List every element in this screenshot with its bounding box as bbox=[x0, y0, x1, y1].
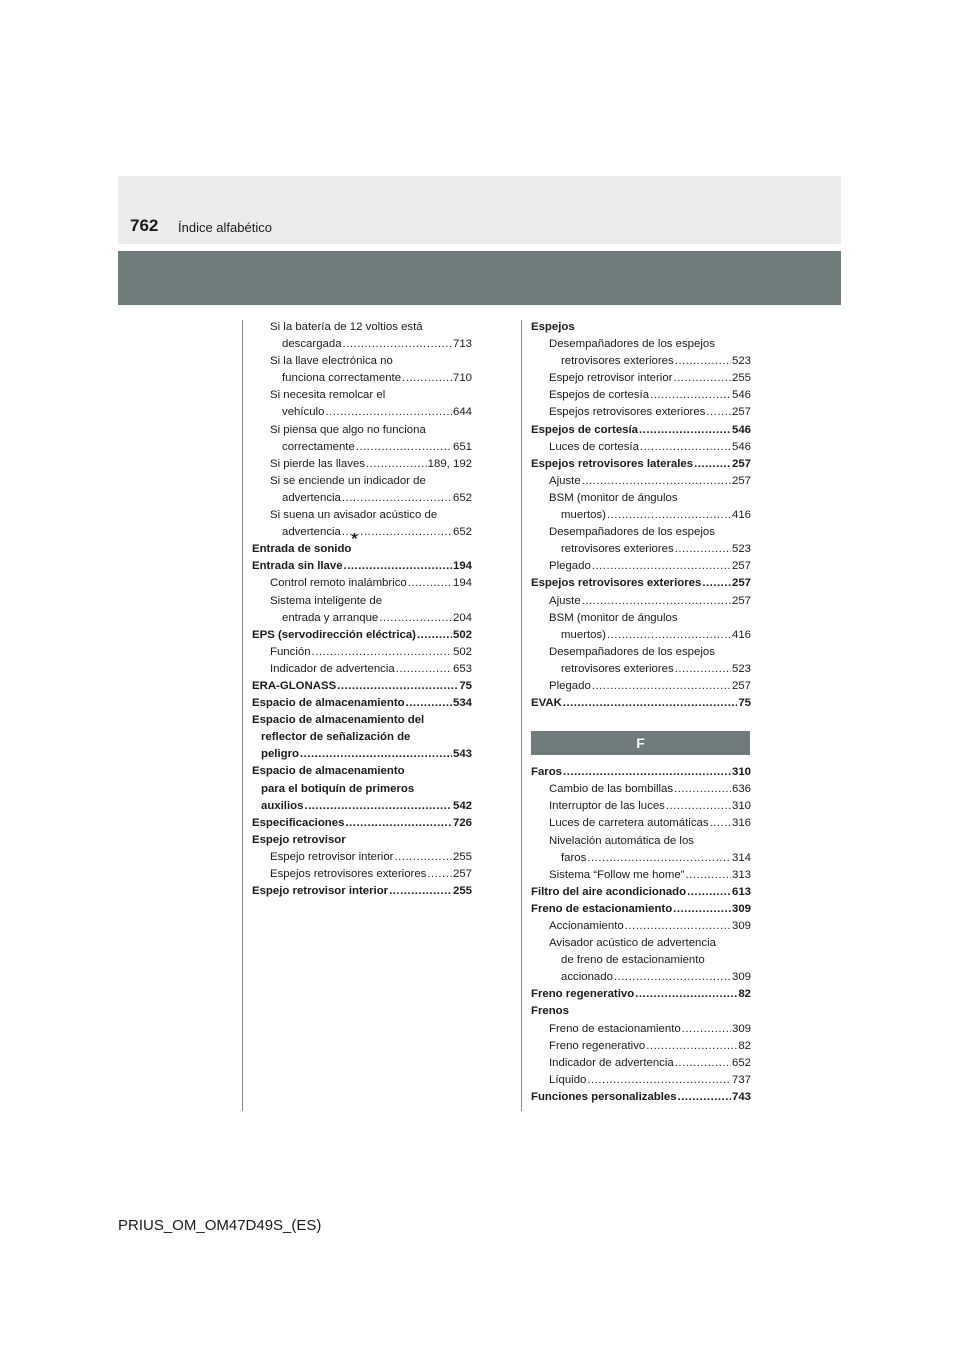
entry-term: retrovisores exteriores bbox=[561, 662, 674, 675]
entry-term: Indicador de advertencia bbox=[270, 662, 395, 675]
page-reference: 651 bbox=[452, 440, 472, 453]
entry-term: de freno de estacionamiento bbox=[561, 954, 705, 967]
index-entry bbox=[531, 507, 751, 524]
leader-dots bbox=[639, 422, 731, 439]
index-entry bbox=[531, 490, 751, 507]
entry-term: descargada bbox=[282, 338, 342, 351]
leader-dots bbox=[563, 695, 738, 712]
index-entry bbox=[531, 473, 751, 490]
entry-term: Luces de carretera automáticas bbox=[549, 817, 709, 830]
index-entry bbox=[252, 746, 472, 763]
entry-term: Filtro del aire acondicionado bbox=[531, 885, 687, 898]
page-reference: 652 bbox=[731, 1056, 751, 1069]
entry-term: faros bbox=[561, 851, 587, 864]
index-entry bbox=[252, 849, 472, 866]
leader-dots bbox=[563, 764, 731, 781]
entry-term: ERA-GLONASS bbox=[252, 679, 337, 692]
index-entry bbox=[531, 353, 751, 370]
index-entry bbox=[252, 729, 472, 746]
page-reference: 726 bbox=[452, 816, 472, 829]
index-entry bbox=[531, 952, 751, 969]
entry-term: BSM (monitor de ángulos bbox=[549, 491, 678, 504]
leader-dots bbox=[402, 370, 452, 387]
index-entry bbox=[531, 935, 751, 952]
entry-term: Entrada de sonido bbox=[252, 543, 352, 556]
leader-dots bbox=[607, 507, 731, 524]
header-band bbox=[118, 251, 841, 305]
index-entry bbox=[252, 815, 472, 832]
entry-term: Interruptor de las luces bbox=[549, 800, 665, 813]
index-entry bbox=[252, 610, 472, 627]
entry-term: muertos) bbox=[561, 628, 606, 641]
leader-dots bbox=[592, 678, 731, 695]
entry-term: Si la batería de 12 voltios está bbox=[270, 321, 423, 333]
page-number: 762 bbox=[130, 216, 159, 235]
index-entry bbox=[531, 575, 751, 592]
page-reference: 542 bbox=[452, 799, 472, 812]
entry-term: Espejos retrovisores exteriores bbox=[270, 868, 427, 880]
entry-term: Entrada sin llave bbox=[252, 560, 343, 573]
entry-term: Ajuste bbox=[549, 474, 581, 487]
leader-dots bbox=[678, 1089, 731, 1106]
page-reference: 194 bbox=[452, 577, 472, 590]
page-reference: 523 bbox=[731, 662, 751, 675]
entry-term: para el botiquín de primeros bbox=[261, 782, 415, 795]
page-reference: 309 bbox=[731, 902, 751, 915]
page-reference: 502 bbox=[452, 628, 472, 641]
page-reference: 546 bbox=[731, 440, 751, 453]
leader-dots bbox=[710, 815, 731, 832]
entry-term: Especificaciones bbox=[252, 816, 345, 829]
leader-dots bbox=[592, 558, 731, 575]
index-entry bbox=[531, 798, 751, 815]
page-reference: 257 bbox=[731, 406, 751, 419]
index-entry bbox=[531, 593, 751, 610]
index-entry bbox=[252, 370, 472, 387]
leader-dots bbox=[635, 986, 737, 1003]
index-entry bbox=[531, 884, 751, 901]
page-reference: 713 bbox=[452, 338, 472, 351]
entry-term: Si piensa que algo no funciona bbox=[270, 423, 426, 436]
leader-dots bbox=[394, 849, 452, 866]
index-entry bbox=[531, 387, 751, 404]
page-reference: 644 bbox=[452, 406, 472, 419]
page-reference: 310 bbox=[731, 766, 751, 779]
entry-term: Funciones personalizables bbox=[531, 1090, 677, 1103]
leader-dots bbox=[587, 1072, 731, 1089]
entry-term: reflector de señalización de bbox=[261, 731, 411, 744]
entry-term: Si suena un avisador acústico de bbox=[270, 509, 438, 522]
entry-term: EVAK bbox=[531, 697, 562, 710]
leader-dots bbox=[417, 627, 452, 644]
leader-dots bbox=[675, 661, 731, 678]
leader-dots bbox=[427, 866, 452, 883]
entry-term: Freno regenerativo bbox=[549, 1039, 646, 1052]
leader-dots bbox=[675, 541, 731, 558]
leader-dots bbox=[673, 901, 731, 918]
index-entry bbox=[531, 833, 751, 850]
leader-dots bbox=[674, 781, 731, 798]
entry-term: Sistema “Follow me home” bbox=[549, 868, 685, 881]
entry-term: Si la llave electrónica no bbox=[270, 355, 393, 368]
index-entry bbox=[252, 695, 472, 712]
leader-dots bbox=[685, 867, 731, 884]
entry-term: Espejos retrovisores laterales bbox=[531, 457, 694, 470]
index-entry bbox=[252, 763, 472, 780]
leader-dots bbox=[356, 439, 452, 456]
page-reference: 523 bbox=[731, 543, 751, 556]
page-reference: 653 bbox=[452, 662, 472, 675]
index-entry bbox=[252, 353, 472, 370]
index-entry bbox=[531, 558, 751, 575]
index-entry bbox=[531, 404, 751, 421]
index-entry bbox=[531, 1038, 751, 1055]
index-entry bbox=[252, 798, 472, 815]
index-entry bbox=[252, 678, 472, 695]
page-reference: 309 bbox=[731, 1022, 751, 1035]
index-entry bbox=[252, 627, 472, 644]
index-entry bbox=[531, 456, 751, 473]
entry-term: Espejos retrovisores exteriores bbox=[531, 577, 702, 590]
leader-dots bbox=[342, 524, 452, 541]
index-entry bbox=[252, 507, 472, 524]
entry-term: accionado bbox=[561, 971, 613, 984]
entry-term: Espejos de cortesía bbox=[531, 423, 638, 436]
page-reference: 502 bbox=[452, 645, 472, 658]
entry-term: Espacio de almacenamiento del bbox=[252, 714, 425, 727]
entry-term: Frenos bbox=[531, 1005, 569, 1018]
entry-term: Accionamiento bbox=[549, 920, 624, 932]
entry-term: Espejo retrovisor interior bbox=[252, 885, 389, 898]
entry-term: Plegado bbox=[549, 560, 591, 573]
leader-dots bbox=[344, 558, 452, 575]
entry-term: retrovisores exteriores bbox=[561, 543, 674, 556]
index-entry bbox=[531, 969, 751, 986]
leader-dots bbox=[694, 456, 731, 473]
leader-dots bbox=[673, 370, 731, 387]
leader-dots bbox=[325, 404, 452, 421]
column-divider-middle bbox=[521, 320, 522, 1111]
section-title: Índice alfabético bbox=[178, 220, 272, 235]
page-reference: 652 bbox=[452, 491, 472, 504]
page-reference: 316 bbox=[731, 817, 751, 830]
page-reference: 309 bbox=[731, 971, 751, 984]
page-reference: 257 bbox=[731, 679, 751, 692]
page-reference: 710 bbox=[452, 372, 472, 385]
entry-term: entrada y arranque bbox=[282, 611, 379, 624]
entry-term: Desempañadores de los espejos bbox=[549, 645, 715, 658]
index-entry bbox=[252, 336, 472, 353]
entry-term: Si necesita remolcar el bbox=[270, 389, 386, 402]
leader-dots bbox=[675, 353, 731, 370]
index-entry bbox=[252, 319, 472, 336]
page-reference: 204 bbox=[452, 611, 472, 624]
leader-dots bbox=[625, 918, 731, 935]
page-reference: 543 bbox=[452, 748, 472, 761]
index-entry bbox=[531, 627, 751, 644]
page-reference: 255 bbox=[731, 372, 751, 385]
index-entry bbox=[252, 866, 472, 883]
page-reference: 416 bbox=[731, 628, 751, 641]
page-reference: 613 bbox=[731, 885, 751, 898]
entry-term: EPS (servodirección eléctrica) bbox=[252, 628, 416, 641]
index-entry bbox=[252, 422, 472, 439]
page-reference: 737 bbox=[731, 1073, 751, 1086]
index-entry bbox=[531, 781, 751, 798]
page-reference: 309 bbox=[731, 920, 751, 932]
index-entry bbox=[531, 319, 751, 336]
page-reference: 255 bbox=[452, 885, 472, 898]
page-reference: 546 bbox=[731, 423, 751, 436]
page-reference: 636 bbox=[731, 783, 751, 796]
leader-dots bbox=[706, 404, 731, 421]
leader-dots bbox=[582, 593, 731, 610]
leader-dots bbox=[675, 1055, 731, 1072]
entry-term: Espejo retrovisor interior bbox=[549, 372, 673, 385]
index-entry bbox=[531, 764, 751, 781]
entry-term: Freno de estacionamiento bbox=[549, 1022, 681, 1035]
entry-term: Espacio de almacenamiento bbox=[252, 765, 405, 778]
leader-dots bbox=[396, 661, 452, 678]
index-entry bbox=[252, 473, 472, 490]
column-divider-left bbox=[242, 320, 243, 1111]
index-entry bbox=[531, 918, 751, 935]
index-entry bbox=[531, 336, 751, 353]
entry-term: Freno de estacionamiento bbox=[531, 902, 673, 915]
leader-dots bbox=[702, 575, 731, 592]
entry-term: Faros bbox=[531, 766, 563, 779]
index-entry bbox=[252, 456, 472, 473]
index-entry bbox=[252, 644, 472, 661]
index-entry bbox=[252, 387, 472, 404]
leader-dots bbox=[587, 850, 731, 867]
entry-term: Control remoto inalámbrico bbox=[270, 577, 407, 590]
entry-term: Líquido bbox=[549, 1073, 587, 1086]
index-entry bbox=[531, 644, 751, 661]
page-reference: 416 bbox=[731, 509, 751, 522]
index-entry bbox=[252, 558, 472, 575]
leader-dots bbox=[614, 969, 731, 986]
leader-dots bbox=[389, 883, 452, 900]
index-entry bbox=[531, 695, 751, 712]
page-reference: 257 bbox=[731, 474, 751, 487]
entry-term: peligro bbox=[261, 748, 299, 761]
entry-term: Avisador acústico de advertencia bbox=[549, 937, 716, 950]
leader-dots bbox=[687, 884, 731, 901]
entry-term: Función bbox=[270, 645, 311, 658]
index-entry bbox=[252, 593, 472, 610]
index-entry bbox=[252, 883, 472, 900]
page-reference: 255 bbox=[452, 850, 472, 863]
index-entry bbox=[531, 1072, 751, 1089]
page-reference: 546 bbox=[731, 389, 751, 402]
entry-term: Cambio de las bombillas bbox=[549, 783, 674, 796]
index-entry bbox=[531, 541, 751, 558]
page-reference: 523 bbox=[731, 355, 751, 368]
index-entry bbox=[531, 370, 751, 387]
entry-term: funciona correctamente bbox=[282, 372, 402, 385]
leader-dots bbox=[300, 746, 452, 763]
page-reference: 314 bbox=[731, 851, 751, 864]
page-reference: 75 bbox=[738, 697, 751, 710]
page-reference: 82 bbox=[738, 1039, 751, 1052]
leader-dots bbox=[640, 439, 731, 456]
page-reference: 82 bbox=[738, 988, 751, 1001]
entry-term: Espejos de cortesía bbox=[549, 389, 650, 402]
entry-term: Sistema inteligente de bbox=[270, 594, 383, 607]
page-reference: 743 bbox=[731, 1090, 751, 1103]
entry-term: Espejo retrovisor interior bbox=[270, 850, 394, 863]
leader-dots bbox=[366, 456, 427, 473]
index-entry bbox=[531, 661, 751, 678]
index-entry bbox=[531, 901, 751, 918]
index-entry bbox=[252, 524, 472, 541]
leader-dots bbox=[342, 490, 452, 507]
entry-term: auxilios bbox=[261, 799, 304, 812]
leader-dots bbox=[406, 695, 452, 712]
index-entry bbox=[252, 832, 472, 849]
entry-term: Nivelación automática de los bbox=[549, 834, 694, 847]
index-entry bbox=[531, 867, 751, 884]
leader-dots bbox=[646, 1038, 737, 1055]
entry-term: Desempañadores de los espejos bbox=[549, 526, 715, 539]
entry-term: Espejos bbox=[531, 321, 575, 333]
page-reference: 194 bbox=[452, 560, 472, 573]
leader-dots bbox=[345, 815, 452, 832]
index-entry bbox=[252, 490, 472, 507]
footnote-asterisk: * bbox=[351, 531, 358, 549]
entry-term: Desempañadores de los espejos bbox=[549, 338, 715, 351]
leader-dots bbox=[337, 678, 458, 695]
document-code: PRIUS_OM_OM47D49S_(ES) bbox=[118, 1217, 322, 1234]
entry-term: Espejo retrovisor bbox=[252, 833, 346, 846]
entry-term: Ajuste bbox=[549, 594, 581, 607]
entry-term: Luces de cortesía bbox=[549, 440, 639, 453]
leader-dots bbox=[312, 644, 452, 661]
entry-term: muertos) bbox=[561, 509, 606, 522]
index-entry bbox=[531, 1055, 751, 1072]
index-entry bbox=[531, 610, 751, 627]
page-reference: 75 bbox=[459, 679, 472, 692]
index-entry bbox=[252, 661, 472, 678]
entry-term: retrovisores exteriores bbox=[561, 355, 674, 368]
index-entry bbox=[252, 575, 472, 592]
index-entry bbox=[531, 678, 751, 695]
entry-term: Si se enciende un indicador de bbox=[270, 474, 426, 487]
leader-dots bbox=[607, 627, 731, 644]
index-entry bbox=[531, 439, 751, 456]
entry-term: BSM (monitor de ángulos bbox=[549, 611, 678, 624]
index-group-e-continued bbox=[531, 319, 751, 712]
index-entry bbox=[531, 422, 751, 439]
letter-heading-f: F bbox=[531, 731, 750, 755]
page-reference: 652 bbox=[452, 526, 472, 539]
index-entry bbox=[531, 1003, 751, 1020]
entry-term: Freno regenerativo bbox=[531, 988, 635, 1001]
leader-dots bbox=[682, 1021, 731, 1038]
entry-term: advertencia bbox=[282, 526, 341, 539]
entry-term: correctamente bbox=[282, 440, 355, 453]
page-reference: 257 bbox=[452, 868, 472, 880]
index-column-right bbox=[531, 319, 751, 1106]
entry-term: Espacio de almacenamiento bbox=[252, 697, 405, 710]
index-entry bbox=[252, 781, 472, 798]
index-entry bbox=[531, 815, 751, 832]
page-reference: 257 bbox=[731, 457, 751, 470]
index-group-f bbox=[531, 764, 751, 1106]
index-entry bbox=[252, 439, 472, 456]
page-reference: 310 bbox=[731, 800, 751, 813]
leader-dots bbox=[379, 610, 452, 627]
page-reference: 534 bbox=[452, 697, 472, 710]
page-reference: 257 bbox=[731, 577, 751, 590]
index-entry bbox=[531, 986, 751, 1003]
index-entry bbox=[531, 524, 751, 541]
entry-term: Si pierde las llaves bbox=[270, 457, 365, 470]
index-entry bbox=[252, 712, 472, 729]
leader-dots bbox=[582, 473, 731, 490]
leader-dots bbox=[650, 387, 731, 404]
entry-term: Indicador de advertencia bbox=[549, 1056, 674, 1069]
index-column-left bbox=[252, 319, 472, 900]
index-entry bbox=[531, 850, 751, 867]
entry-term: advertencia bbox=[282, 491, 341, 504]
entry-term: vehículo bbox=[282, 406, 325, 419]
entry-term: Espejos retrovisores exteriores bbox=[549, 406, 706, 419]
page-reference: 189, 192 bbox=[427, 457, 472, 470]
page-reference: 257 bbox=[731, 560, 751, 573]
leader-dots bbox=[304, 798, 452, 815]
page-reference: 257 bbox=[731, 594, 751, 607]
entry-term: Plegado bbox=[549, 679, 591, 692]
leader-dots bbox=[666, 798, 731, 815]
index-entry bbox=[252, 404, 472, 421]
index-entry bbox=[531, 1089, 751, 1106]
page-reference: 313 bbox=[731, 868, 751, 881]
index-entry bbox=[531, 1021, 751, 1038]
leader-dots bbox=[408, 575, 452, 592]
leader-dots bbox=[343, 336, 452, 353]
